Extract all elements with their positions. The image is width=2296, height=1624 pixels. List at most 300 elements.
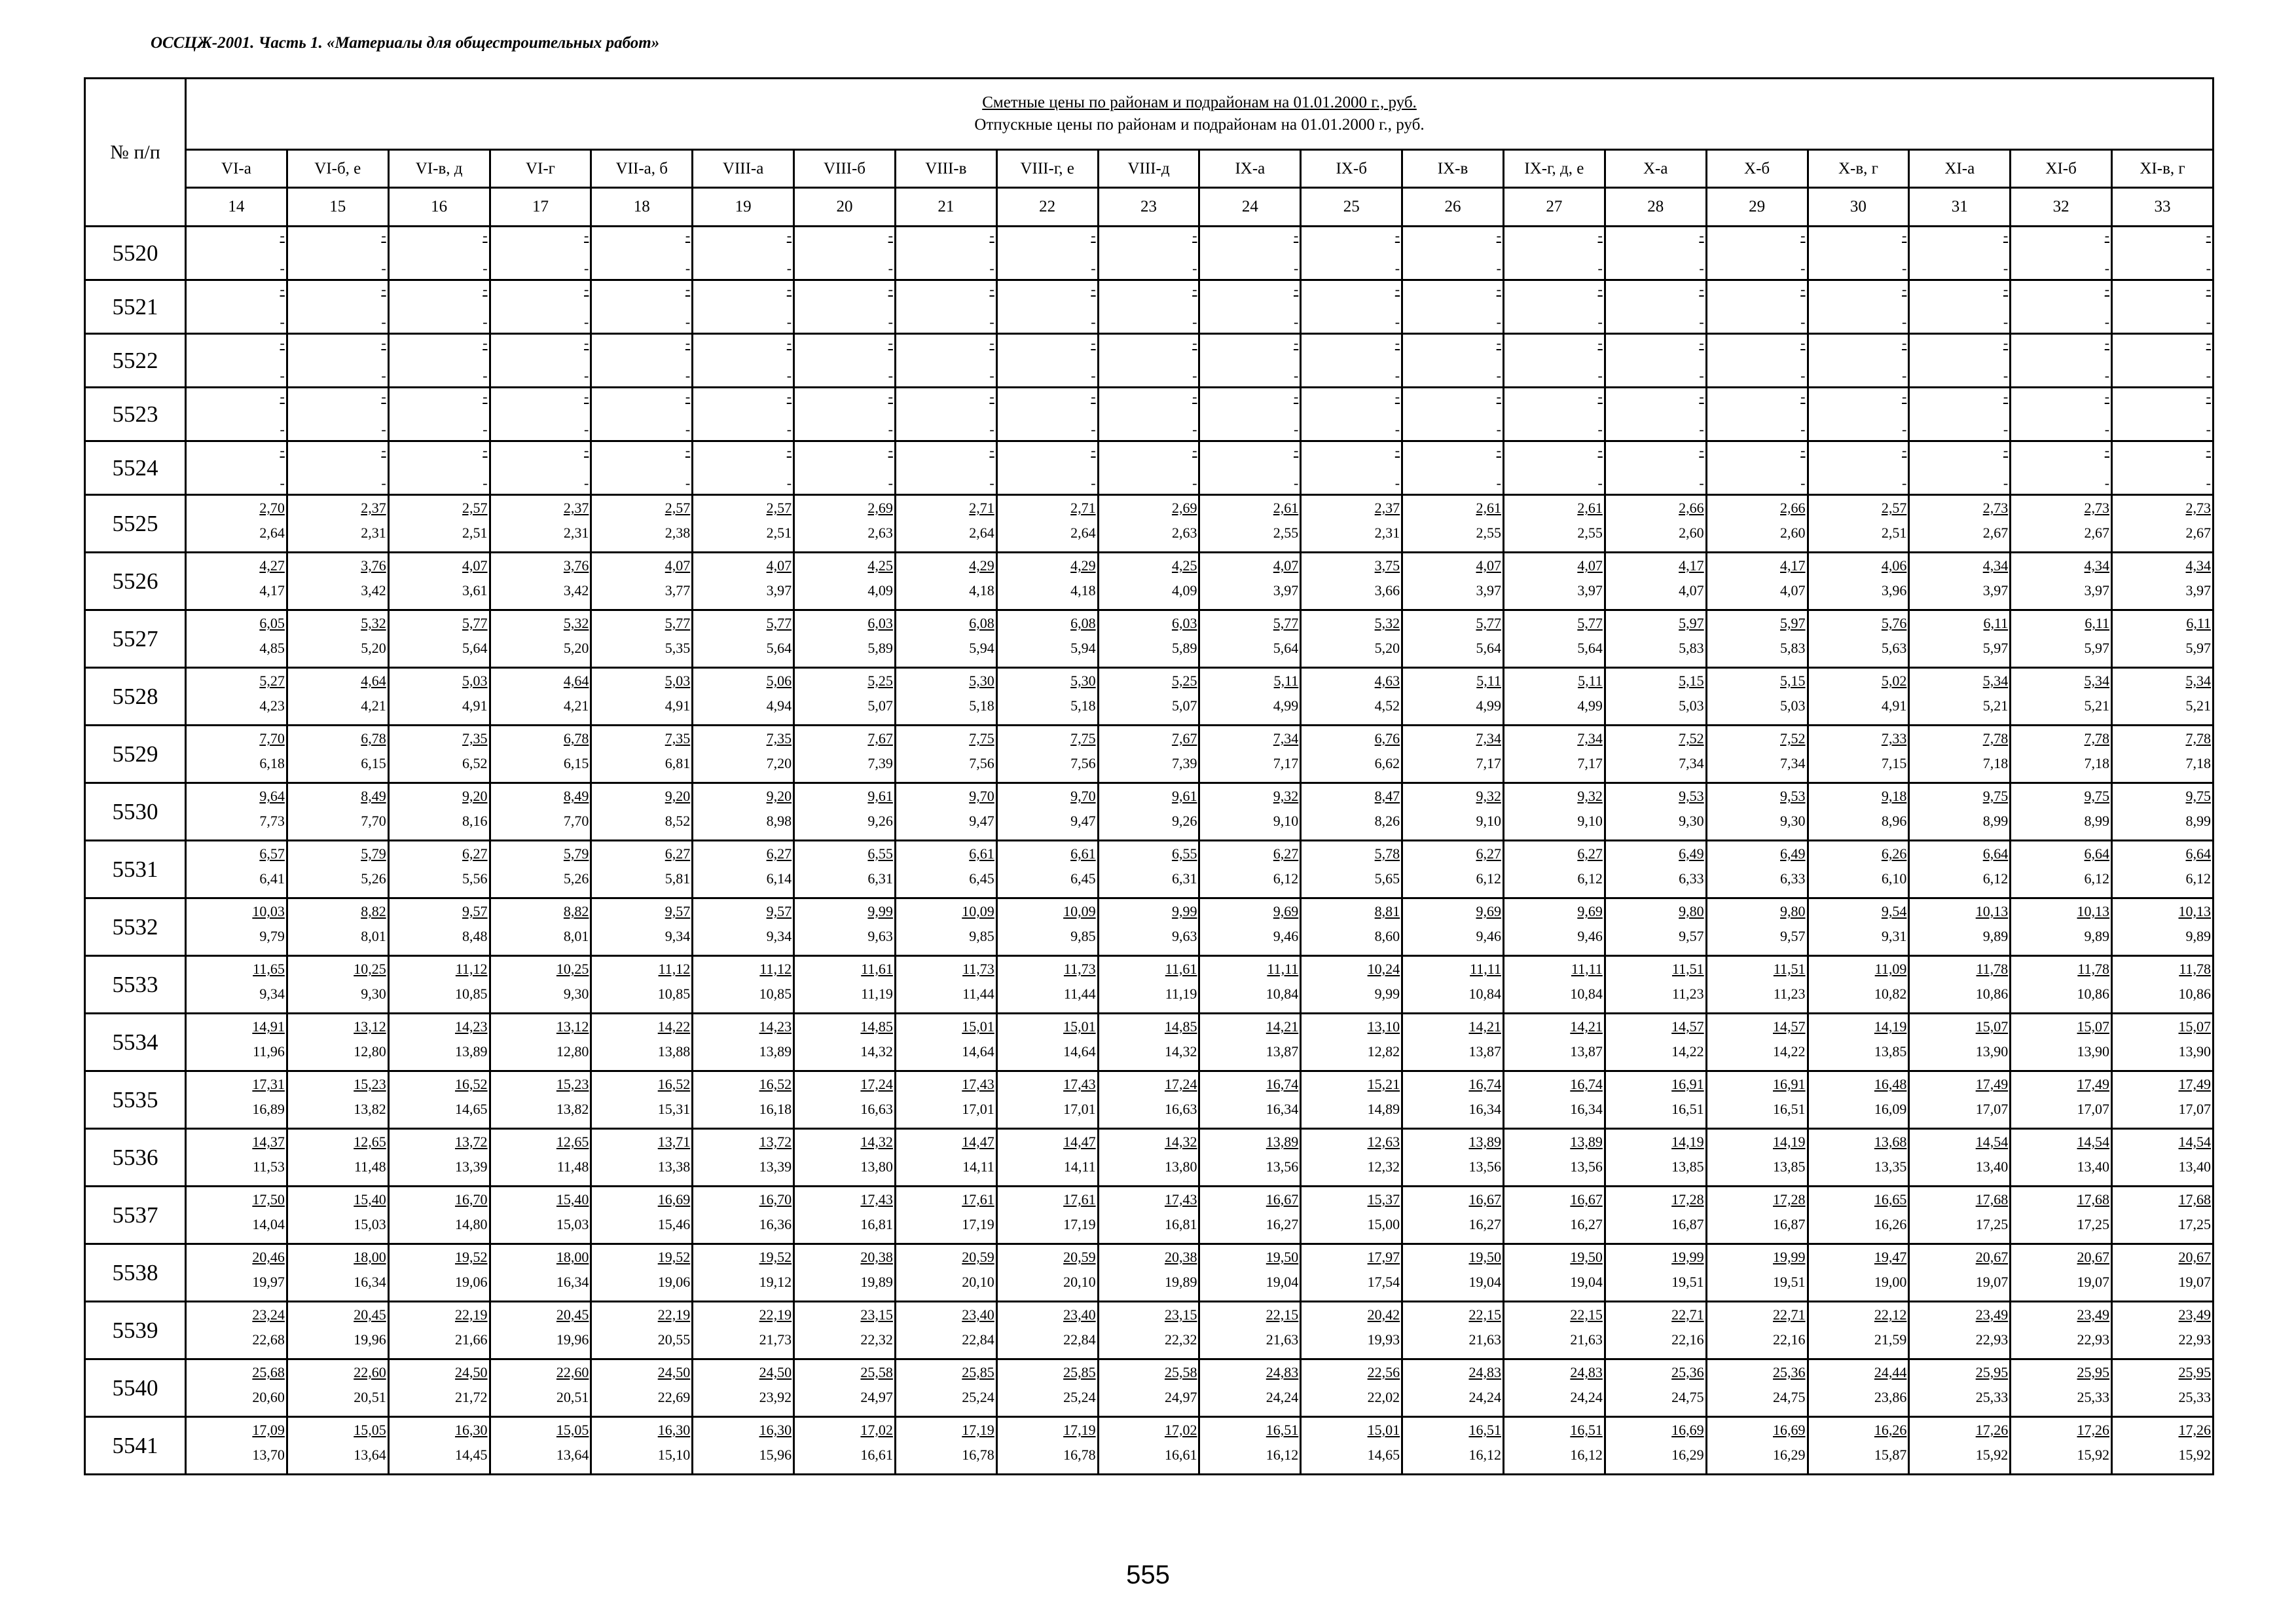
price-cell [1808, 280, 1909, 334]
release-price: - [1091, 260, 1096, 276]
price-cell [1808, 1014, 1909, 1071]
estimated-price: - [2104, 442, 2110, 458]
price-cell [1402, 956, 1504, 1014]
estimated-price: 9,61 [1171, 788, 1197, 804]
release-price: 20,10 [1063, 1274, 1096, 1290]
estimated-price: 5,11 [1273, 673, 1299, 689]
estimated-price: - [1293, 227, 1299, 244]
estimated-price: 5,79 [361, 845, 386, 862]
price-cell [1301, 441, 1402, 495]
estimated-price: - [1597, 442, 1603, 458]
estimated-price: 4,63 [1374, 673, 1400, 689]
estimated-price: 4,34 [2084, 557, 2110, 574]
estimated-price: - [584, 281, 589, 297]
estimated-price: 10,25 [354, 961, 386, 977]
estimated-price: 14,21 [1570, 1018, 1603, 1035]
price-cell [1808, 495, 1909, 553]
estimated-price: - [1699, 227, 1704, 244]
price-cell [1199, 1187, 1301, 1244]
release-price: 5,07 [867, 697, 893, 714]
release-price: 11,53 [253, 1158, 285, 1175]
estimated-price: - [888, 335, 893, 351]
price-cell [693, 1129, 794, 1187]
price-cell [895, 956, 996, 1014]
row-number: 5534 [85, 1014, 186, 1071]
price-cell [388, 1187, 490, 1244]
release-price: 9,99 [1374, 986, 1400, 1002]
release-price: 7,34 [1780, 755, 1806, 771]
release-price: 7,56 [1070, 755, 1096, 771]
price-cell [2011, 1417, 2112, 1475]
release-price: - [1192, 421, 1197, 437]
release-price: 9,30 [1780, 813, 1806, 829]
price-cell [794, 1417, 896, 1475]
price-cell [490, 280, 591, 334]
price-cell [794, 1359, 896, 1417]
release-price: - [483, 421, 488, 437]
estimated-price: - [1091, 281, 1096, 297]
price-cell [1706, 668, 1808, 726]
estimated-price: 13,12 [354, 1018, 386, 1035]
estimated-price: - [381, 281, 386, 297]
price-cell [287, 1417, 388, 1475]
release-price: - [1597, 421, 1603, 437]
price-cell [591, 1244, 693, 1302]
release-price: 19,04 [1570, 1274, 1603, 1290]
estimated-price: 6,27 [1273, 845, 1299, 862]
release-price: 10,86 [2178, 986, 2211, 1002]
release-price: 8,01 [563, 928, 589, 944]
estimated-price: 9,61 [867, 788, 893, 804]
price-cell [1199, 1129, 1301, 1187]
estimated-price: 16,67 [1570, 1191, 1603, 1208]
release-price: 16,12 [1266, 1447, 1299, 1463]
release-price: 11,19 [861, 986, 893, 1002]
release-price: 25,24 [1063, 1389, 1096, 1405]
price-cell [1098, 1417, 1199, 1475]
estimated-price: 17,24 [1164, 1076, 1197, 1092]
row-number: 5529 [85, 726, 186, 783]
estimated-price: 23,15 [860, 1306, 893, 1323]
table-row [85, 783, 2214, 841]
price-cell [2112, 495, 2214, 553]
estimated-price: 14,85 [1164, 1018, 1197, 1035]
release-price: 12,32 [1367, 1158, 1400, 1175]
estimated-price: 14,32 [1164, 1134, 1197, 1150]
row-number: 5539 [85, 1302, 186, 1359]
release-price: 6,31 [867, 870, 893, 887]
estimated-price: 5,06 [766, 673, 792, 689]
estimated-price: - [989, 335, 994, 351]
release-price: - [381, 421, 386, 437]
estimated-price: 15,01 [1367, 1422, 1400, 1438]
estimated-price: 25,68 [252, 1364, 285, 1380]
column-number: 27 [1503, 188, 1605, 227]
price-cell [996, 1014, 1098, 1071]
estimated-price: 14,23 [759, 1018, 792, 1035]
release-price: 5,89 [1171, 640, 1197, 656]
estimated-price: 12,65 [556, 1134, 589, 1150]
estimated-price: 4,07 [766, 557, 792, 574]
release-price: 22,93 [1975, 1331, 2009, 1348]
price-cell [1605, 1014, 1706, 1071]
estimated-price: 2,70 [259, 500, 285, 516]
release-price: 13,40 [2178, 1158, 2211, 1175]
price-cell [1503, 668, 1605, 726]
estimated-price: 24,83 [1570, 1364, 1603, 1380]
estimated-price: - [1496, 442, 1501, 458]
release-price: - [1091, 367, 1096, 384]
estimated-price: 19,50 [1468, 1249, 1501, 1265]
price-cell [1301, 956, 1402, 1014]
estimated-price: 13,12 [556, 1018, 589, 1035]
price-cell [693, 1417, 794, 1475]
release-price: - [1394, 475, 1400, 491]
release-price: 5,07 [1171, 697, 1197, 714]
price-cell [1909, 1359, 2011, 1417]
row-number: 5535 [85, 1071, 186, 1129]
price-cell [1605, 1129, 1706, 1187]
price-cell [1909, 1129, 2011, 1187]
price-cell [1301, 668, 1402, 726]
estimated-price: 4,07 [665, 557, 691, 574]
price-cell [2011, 441, 2112, 495]
estimated-price: 6,05 [259, 615, 285, 631]
region-header: VII-а, б [591, 150, 693, 188]
release-price: 7,20 [766, 755, 792, 771]
release-price: 16,27 [1570, 1216, 1603, 1232]
estimated-price: 6,03 [1171, 615, 1197, 631]
price-cell [1706, 726, 1808, 783]
price-cell [287, 1129, 388, 1187]
estimated-price: 11,51 [1773, 961, 1806, 977]
estimated-price: 6,61 [969, 845, 994, 862]
price-cell [996, 956, 1098, 1014]
release-price: 9,26 [867, 813, 893, 829]
estimated-price: - [2104, 227, 2110, 244]
release-price: - [1699, 421, 1704, 437]
estimated-price: 14,19 [1874, 1018, 1907, 1035]
estimated-price: 22,15 [1468, 1306, 1501, 1323]
price-cell [1301, 334, 1402, 388]
estimated-price: 24,50 [455, 1364, 488, 1380]
release-price: 3,97 [1273, 582, 1299, 599]
release-price: 5,64 [766, 640, 792, 656]
price-cell [1605, 1417, 1706, 1475]
price-cell [2112, 1244, 2214, 1302]
estimated-price: 16,51 [1570, 1422, 1603, 1438]
estimated-price: 17,43 [1164, 1191, 1197, 1208]
release-price: 20,51 [354, 1389, 386, 1405]
column-number: 21 [895, 188, 996, 227]
estimated-price: - [888, 442, 893, 458]
release-price: 9,63 [867, 928, 893, 944]
row-number: 5528 [85, 668, 186, 726]
price-cell [996, 783, 1098, 841]
price-cell [287, 610, 388, 668]
price-cell [1402, 841, 1504, 898]
release-price: - [1192, 314, 1197, 330]
estimated-price: 15,23 [556, 1076, 589, 1092]
estimated-price: 9,32 [1273, 788, 1299, 804]
estimated-price: 19,47 [1874, 1249, 1907, 1265]
estimated-price: 17,31 [252, 1076, 285, 1092]
price-cell [186, 388, 287, 441]
region-header: VI-г [490, 150, 591, 188]
estimated-price: 5,34 [1982, 673, 2009, 689]
estimated-price: 16,52 [657, 1076, 691, 1092]
price-cell [591, 227, 693, 280]
price-cell [794, 334, 896, 388]
price-cell [186, 956, 287, 1014]
release-price: 6,15 [361, 755, 386, 771]
release-price: 19,51 [1773, 1274, 1806, 1290]
estimated-price: 11,11 [1571, 961, 1603, 977]
estimated-price: 11,61 [1165, 961, 1197, 977]
release-price: - [1496, 314, 1501, 330]
release-price: - [2104, 260, 2110, 276]
release-price: 9,89 [2084, 928, 2110, 944]
estimated-price: 9,80 [1679, 903, 1704, 919]
release-price: 13,80 [1164, 1158, 1197, 1175]
estimated-price: 19,50 [1266, 1249, 1299, 1265]
price-cell [1808, 956, 1909, 1014]
release-price: 9,46 [1577, 928, 1603, 944]
release-price: 13,90 [2178, 1043, 2211, 1060]
release-price: 24,24 [1266, 1389, 1299, 1405]
release-price: 9,85 [969, 928, 994, 944]
release-price: 24,24 [1468, 1389, 1501, 1405]
price-cell [2112, 1302, 2214, 1359]
estimated-price: 4,64 [361, 673, 386, 689]
release-price: 22,16 [1773, 1331, 1806, 1348]
release-price: 19,89 [1164, 1274, 1197, 1290]
estimated-price: 6,11 [1983, 615, 2009, 631]
price-cell [2011, 898, 2112, 956]
release-price: 7,73 [259, 813, 285, 829]
price-cell [2112, 726, 2214, 783]
release-price: - [1394, 314, 1400, 330]
release-price: 5,56 [462, 870, 488, 887]
release-price: 7,17 [1273, 755, 1299, 771]
release-price: 19,96 [556, 1331, 589, 1348]
price-cell [693, 610, 794, 668]
price-cell [2011, 553, 2112, 610]
estimated-price: 7,35 [665, 730, 691, 747]
price-cell [591, 1417, 693, 1475]
estimated-price: 5,32 [563, 615, 589, 631]
estimated-price: - [280, 227, 285, 244]
release-price: 5,21 [2185, 697, 2211, 714]
price-cell [1402, 1187, 1504, 1244]
estimated-price: 5,15 [1780, 673, 1806, 689]
release-price: 16,29 [1773, 1447, 1806, 1463]
price-cell [1706, 956, 1808, 1014]
release-price: - [1496, 260, 1501, 276]
table-row [85, 1359, 2214, 1417]
estimated-price: 22,60 [556, 1364, 589, 1380]
price-cell [1098, 610, 1199, 668]
price-cell [490, 1417, 591, 1475]
estimated-price: 17,97 [1367, 1249, 1400, 1265]
price-cell [1909, 334, 2011, 388]
release-price: 6,14 [766, 870, 792, 887]
price-cell [1706, 553, 1808, 610]
estimated-price: 15,01 [1063, 1018, 1096, 1035]
release-price: 22,32 [860, 1331, 893, 1348]
price-cell [186, 334, 287, 388]
row-number: 5530 [85, 783, 186, 841]
price-cell [388, 841, 490, 898]
release-price: 16,81 [860, 1216, 893, 1232]
release-price: 8,52 [665, 813, 691, 829]
price-cell [794, 388, 896, 441]
estimated-price: - [381, 335, 386, 351]
price-cell [1503, 1187, 1605, 1244]
price-cell [1605, 280, 1706, 334]
price-cell [1098, 388, 1199, 441]
table-row [85, 388, 2214, 441]
release-price: 11,44 [962, 986, 994, 1002]
estimated-price: 6,27 [462, 845, 488, 862]
estimated-price: - [786, 335, 792, 351]
price-cell [591, 841, 693, 898]
estimated-price: 15,37 [1367, 1191, 1400, 1208]
estimated-price: - [483, 388, 488, 405]
row-number: 5522 [85, 334, 186, 388]
estimated-price: 11,11 [1470, 961, 1501, 977]
estimated-price: 9,99 [1171, 903, 1197, 919]
estimated-price: 5,77 [1476, 615, 1501, 631]
release-price: 16,51 [1671, 1101, 1704, 1117]
estimated-price: 13,89 [1468, 1134, 1501, 1150]
price-cell [1808, 610, 1909, 668]
release-price: 15,96 [759, 1447, 792, 1463]
price-cell [1808, 441, 1909, 495]
estimated-price: 16,69 [1773, 1422, 1806, 1438]
estimated-price: 4,25 [1171, 557, 1197, 574]
estimated-price: 20,67 [1975, 1249, 2009, 1265]
release-price: 16,34 [1570, 1101, 1603, 1117]
region-header: IX-б [1301, 150, 1402, 188]
price-cell [1503, 495, 1605, 553]
release-price: 15,87 [1874, 1447, 1907, 1463]
estimated-price: 6,08 [969, 615, 994, 631]
price-cell [2011, 227, 2112, 280]
release-price: - [888, 421, 893, 437]
estimated-price: 17,68 [1975, 1191, 2009, 1208]
region-header: VIII-б [794, 150, 896, 188]
release-price: 9,79 [259, 928, 285, 944]
estimated-price: 19,99 [1773, 1249, 1806, 1265]
estimated-price: 6,55 [867, 845, 893, 862]
estimated-price: 10,25 [556, 961, 589, 977]
release-price: 8,01 [361, 928, 386, 944]
price-cell [186, 1359, 287, 1417]
release-price: 5,94 [969, 640, 994, 656]
release-price: - [584, 260, 589, 276]
release-price: - [1699, 314, 1704, 330]
price-cell [693, 495, 794, 553]
release-price: 3,96 [1881, 582, 1907, 599]
column-number: 24 [1199, 188, 1301, 227]
release-price: 24,97 [860, 1389, 893, 1405]
release-price: 15,31 [657, 1101, 691, 1117]
price-cell [794, 783, 896, 841]
release-price: 6,12 [1273, 870, 1299, 887]
price-cell [693, 441, 794, 495]
release-price: 14,45 [455, 1447, 488, 1463]
column-number: 19 [693, 188, 794, 227]
release-price: 5,89 [867, 640, 893, 656]
estimated-price: 7,75 [1070, 730, 1096, 747]
estimated-price: 15,05 [354, 1422, 386, 1438]
price-cell [1098, 280, 1199, 334]
price-cell [2112, 1417, 2214, 1475]
release-price: - [888, 260, 893, 276]
release-price: - [989, 367, 994, 384]
release-price: 11,48 [354, 1158, 386, 1175]
estimated-price: - [1496, 281, 1501, 297]
release-price: 9,57 [1780, 928, 1806, 944]
estimated-price: 24,50 [759, 1364, 792, 1380]
estimated-price: 13,89 [1570, 1134, 1603, 1150]
price-cell [1199, 1302, 1301, 1359]
release-price: 11,44 [1063, 986, 1096, 1002]
estimated-price: 5,77 [1577, 615, 1603, 631]
estimated-price: - [280, 335, 285, 351]
release-price: 13,56 [1468, 1158, 1501, 1175]
price-cell [591, 280, 693, 334]
price-cell [996, 441, 1098, 495]
release-price: 17,19 [1063, 1216, 1096, 1232]
price-cell [1503, 841, 1605, 898]
price-cell [287, 783, 388, 841]
release-price: 8,48 [462, 928, 488, 944]
region-header: VI-а [186, 150, 287, 188]
release-price: 6,33 [1679, 870, 1704, 887]
column-number: 20 [794, 188, 896, 227]
estimated-price: 5,77 [665, 615, 691, 631]
estimated-price: 9,20 [462, 788, 488, 804]
price-cell [693, 1071, 794, 1129]
release-price: 13,64 [556, 1447, 589, 1463]
estimated-price: 17,68 [2077, 1191, 2110, 1208]
price-cell [1098, 441, 1199, 495]
price-cell [1503, 783, 1605, 841]
price-cell [2011, 1187, 2112, 1244]
price-cell [1909, 841, 2011, 898]
price-cell [1503, 334, 1605, 388]
release-price: 5,64 [1476, 640, 1501, 656]
estimated-price: 9,20 [766, 788, 792, 804]
price-cell [186, 783, 287, 841]
estimated-price: - [381, 227, 386, 244]
release-price: 9,30 [361, 986, 386, 1002]
column-number: 15 [287, 188, 388, 227]
row-number: 5520 [85, 227, 186, 280]
price-cell [794, 1187, 896, 1244]
release-price: - [1496, 475, 1501, 491]
release-price: 13,90 [2077, 1043, 2110, 1060]
price-cell [287, 956, 388, 1014]
release-price: 10,84 [1570, 986, 1603, 1002]
row-number: 5538 [85, 1244, 186, 1302]
estimated-price: 17,49 [1975, 1076, 2009, 1092]
estimated-price: - [1394, 388, 1400, 405]
estimated-price: 23,15 [1164, 1306, 1197, 1323]
release-price: - [685, 260, 691, 276]
